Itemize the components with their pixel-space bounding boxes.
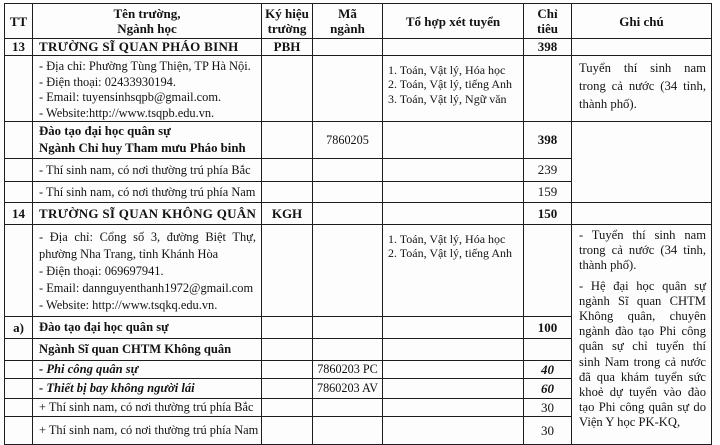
school-14-address-code-empty	[262, 225, 313, 317]
school-13-north-label: - Thí sinh nam, có nơi thường trú phía Bắc	[33, 159, 262, 182]
school-14-phone-line: - Điện thoại: 069697941.	[39, 264, 164, 278]
school-13-north-tt-empty	[5, 159, 33, 182]
school-13-south-major-empty	[313, 182, 383, 203]
col-header-code-line2: trường	[267, 21, 307, 36]
col-header-quota-line2: tiêu	[537, 21, 558, 36]
school-14-combo-2: 2. Toán, Vật lý, tiếng Anh	[388, 246, 513, 261]
school-13-row	[5, 39, 712, 56]
school-14-section-a-code-empty	[262, 317, 313, 339]
school-14-major-code-empty	[262, 339, 313, 361]
col-header-quota	[524, 4, 572, 39]
school-14-south-code-empty	[262, 417, 313, 445]
school-13-program-line2: Ngành Chỉ huy Tham mưu Pháo binh	[39, 141, 246, 155]
school-14-uav-tt-empty	[5, 379, 33, 399]
school-14-north-code-empty	[262, 399, 313, 417]
school-13-north-major-empty	[313, 159, 383, 182]
school-14-note-empty	[572, 203, 712, 225]
school-14-pilot-label: - Phi công quân sự	[33, 361, 262, 379]
school-14-note-para2: - Hệ đại học quân sự ngành Sĩ quan CHTM Không quân, chuyên ngành đào tạo Phi công quân sự chỉ tuyển thí sinh Nam trong cả nước đã qua khám tuyển sức khoẻ dự tuyển vào đào tạo Phi công quân sự do Viện Y học PK-KQ,	[579, 278, 706, 430]
school-13-major-code: 7860205	[313, 122, 383, 159]
school-13-combos	[383, 56, 524, 122]
school-13-code: PBH	[262, 39, 313, 56]
school-14-address-quota-empty	[524, 225, 572, 317]
school-13-south-quota: 159	[524, 182, 572, 203]
school-13-address-tt-empty	[5, 56, 33, 122]
school-14-section-a-quota: 100	[524, 317, 572, 339]
school-14-major-combo-empty	[383, 339, 524, 361]
school-14-address	[33, 225, 262, 317]
school-13-combo-2: 2. Toán, Vật lý, tiếng Anh	[388, 77, 513, 92]
col-header-school-line2: Ngành học	[117, 21, 177, 36]
school-14-combo-1: 1. Toán, Vật lý, Hóa học	[388, 232, 506, 246]
school-14-south-tt-empty	[5, 417, 33, 445]
school-13-north-code-empty	[262, 159, 313, 182]
school-14-south-major-empty	[313, 417, 383, 445]
col-header-major-line2: ngành	[330, 21, 365, 36]
school-13-name: TRƯỜNG SĨ QUAN PHÁO BINH	[33, 39, 262, 56]
col-header-code-line1: Ký hiệu	[265, 6, 309, 21]
school-14-address-line: - Địa chỉ: Cổng số 3, đường Biệt Thự, phường Nha Trang, tỉnh Khánh Hòa	[39, 230, 256, 261]
school-13-combo-3: 3. Toán, Vật lý, Ngữ văn	[388, 91, 507, 106]
school-14-pilot-quota: 40	[524, 361, 572, 379]
school-13-combo-empty	[383, 39, 524, 56]
col-header-tt: TT	[5, 4, 33, 39]
header-row	[5, 4, 712, 39]
school-13-address-code-empty	[262, 56, 313, 122]
school-14-major-tt-empty	[5, 339, 33, 361]
school-14-address-row	[5, 225, 712, 317]
school-14-section-a-label: Đào tạo đại học quân sự	[33, 317, 262, 339]
school-14-uav-combo-empty	[383, 379, 524, 399]
school-14-major-label: Ngành Sĩ quan CHTM Không quân	[33, 339, 262, 361]
school-13-note-empty	[572, 39, 712, 56]
school-14-pilot-tt-empty	[5, 361, 33, 379]
school-13-program-code-empty	[262, 122, 313, 159]
col-header-combo: Tổ hợp xét tuyển	[383, 4, 524, 39]
school-14-quota: 150	[524, 203, 572, 225]
school-13-address	[33, 56, 262, 122]
school-14-address-tt-empty	[5, 225, 33, 317]
school-14-north-quota: 30	[524, 399, 572, 417]
school-14-combos	[383, 225, 524, 317]
col-header-major	[313, 4, 383, 39]
school-14-row	[5, 203, 712, 225]
school-14-number: 14	[5, 203, 33, 225]
school-13-south-combo-empty	[383, 182, 524, 203]
school-14-major-majorcol-empty	[313, 339, 383, 361]
school-14-north-tt-empty	[5, 399, 33, 417]
col-header-school-line1: Tên trường,	[113, 6, 181, 21]
school-13-program-row	[5, 122, 712, 159]
school-13-website-line: - Website:http://www.tsqpb.edu.vn.	[39, 105, 215, 120]
school-13-south-code-empty	[262, 182, 313, 203]
school-14-uav-major-code: 7860203 AV	[313, 379, 383, 399]
school-13-address-line: - Địa chỉ: Phường Tùng Thiện, TP Hà Nội.	[39, 59, 251, 73]
school-14-website-line: - Website: http://www.tsqkq.edu.vn.	[39, 298, 218, 312]
school-13-program-note-empty	[572, 122, 712, 203]
school-13-phone-line: - Điện thoại: 02433930194.	[39, 74, 176, 89]
col-header-note: Ghi chú	[572, 4, 712, 39]
school-13-email-line: - Email: tuyensinhsqpb@gmail.com.	[39, 90, 222, 104]
school-13-combo-1: 1. Toán, Vật lý, Hóa học	[388, 63, 506, 77]
school-14-address-major-empty	[313, 225, 383, 317]
school-13-program-quota: 398	[524, 122, 572, 159]
school-14-combo-empty	[383, 203, 524, 225]
school-14-south-combo-empty	[383, 417, 524, 445]
school-14-note	[572, 225, 712, 445]
school-14-north-combo-empty	[383, 399, 524, 417]
school-14-section-a-number: a)	[5, 317, 33, 339]
school-13-note: Tuyển thí sinh nam trong cả nước (34 tỉnh, thành phố).	[572, 56, 712, 122]
school-14-note-para1: - Tuyển thí sinh nam trong cả nước (34 tỉnh, thành phố).	[579, 228, 706, 273]
col-header-school	[33, 4, 262, 39]
school-14-section-a-major-empty	[313, 317, 383, 339]
admissions-table	[4, 3, 712, 445]
school-14-major-empty	[313, 203, 383, 225]
school-13-north-quota: 239	[524, 159, 572, 182]
school-13-program-combo-empty	[383, 122, 524, 159]
school-13-program-line1: Đào tạo đại học quân sự	[39, 123, 171, 138]
school-14-pilot-major-code: 7860203 PC	[313, 361, 383, 379]
school-13-program	[33, 122, 262, 159]
school-13-number: 13	[5, 39, 33, 56]
school-14-major-quota-empty	[524, 339, 572, 361]
school-13-major-empty	[313, 39, 383, 56]
school-13-address-row	[5, 56, 712, 122]
school-13-quota: 398	[524, 39, 572, 56]
col-header-quota-line1: Chỉ	[537, 6, 558, 21]
school-14-uav-code-empty	[262, 379, 313, 399]
school-14-south-quota: 30	[524, 417, 572, 445]
school-14-south-label: + Thí sinh nam, có nơi thường trú phía Nam	[33, 417, 262, 445]
col-header-major-line1: Mã	[338, 6, 357, 21]
school-14-pilot-code-empty	[262, 361, 313, 379]
school-14-uav-quota: 60	[524, 379, 572, 399]
school-13-north-combo-empty	[383, 159, 524, 182]
school-14-name: TRƯỜNG SĨ QUAN KHÔNG QUÂN	[33, 203, 262, 225]
school-14-north-major-empty	[313, 399, 383, 417]
school-13-address-quota-empty	[524, 56, 572, 122]
school-13-south-tt-empty	[5, 182, 33, 203]
school-14-code: KGH	[262, 203, 313, 225]
school-14-pilot-combo-empty	[383, 361, 524, 379]
school-14-email-line: - Email: dannguyenthanh1972@gmail.com	[39, 281, 254, 295]
school-13-south-label: - Thí sinh nam, có nơi thường trú phía Nam	[33, 182, 262, 203]
school-14-section-a-combo-empty	[383, 317, 524, 339]
school-14-uav-label: - Thiết bị bay không người lái	[33, 379, 262, 399]
school-13-address-major-empty	[313, 56, 383, 122]
col-header-code	[262, 4, 313, 39]
school-14-north-label: + Thí sinh nam, có nơi thường trú phía Bắc	[33, 399, 262, 417]
school-13-program-tt-empty	[5, 122, 33, 159]
